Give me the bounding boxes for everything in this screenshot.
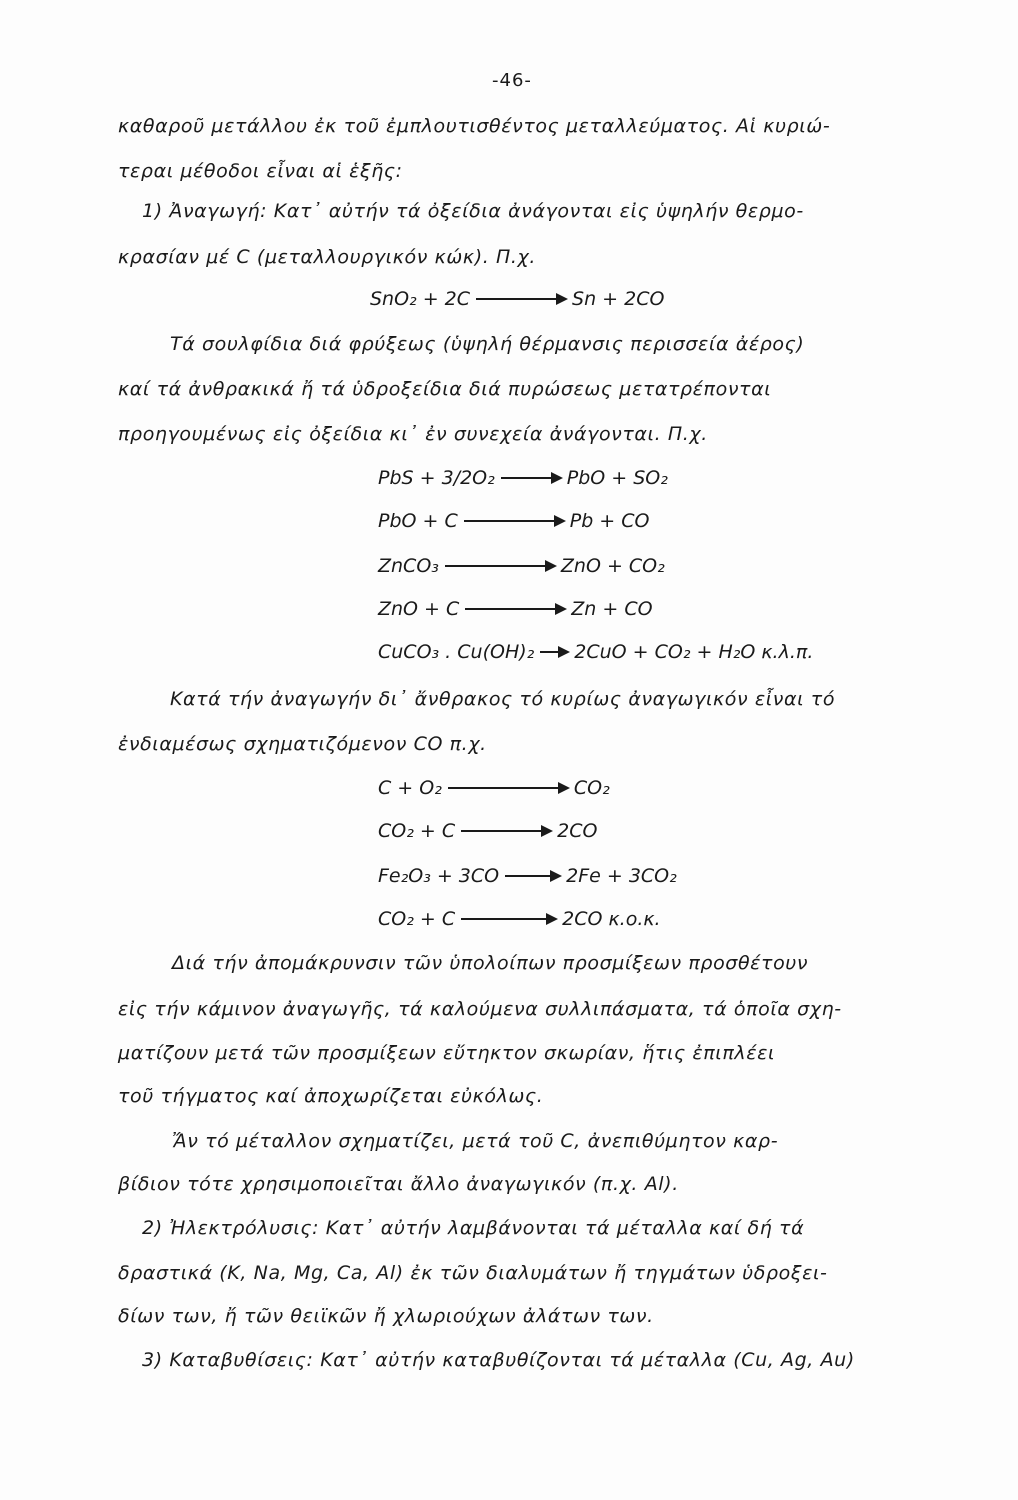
equation-9-rhs: 2Fe + 3CO₂ [566, 865, 677, 887]
equation-4-lhs: ZnCO₃ [378, 555, 439, 577]
arrow-icon [445, 565, 555, 567]
equation-9-lhs: Fe₂O₃ + 3CO [378, 865, 500, 887]
equation-2-lhs: PbS + 3/2O₂ [378, 467, 495, 489]
text-line-6: καί τά ἀνθρακικά ἤ τά ὑδροξείδια διά πυρώσεως μετατρέπονται [118, 378, 772, 400]
page-number: -46- [492, 70, 532, 91]
arrow-icon [501, 477, 561, 479]
equation-3 [378, 510, 650, 532]
text-line-4: κρασίαν μέ C (μεταλλουργικόν κώκ). Π.χ. [118, 246, 536, 268]
equation-3-rhs: Pb + CO [569, 510, 650, 532]
arrow-icon [464, 520, 564, 522]
text-line-17: δραστικά (K, Na, Mg, Ca, Al) ἐκ τῶν διαλυμάτων ἤ τηγμάτων ὑδροξει- [118, 1262, 828, 1284]
text-line-19: 3) Καταβυθίσεις: Κατ᾿ αὐτήν καταβυθίζονται τά μέταλλα (Cu, Ag, Au) [142, 1349, 855, 1371]
text-line-3: 1) Ἀναγωγή: Κατ᾿ αὐτήν τά ὀξείδια ἀνάγονται εἰς ὑψηλήν θερμο- [142, 200, 804, 222]
equation-8 [378, 820, 597, 842]
text-line-12: ματίζουν μετά τῶν προσμίξεων εὔτηκτον σκωρίαν, ἥτις ἐπιπλέει [118, 1042, 775, 1064]
text-line-13: τοῦ τήγματος καί ἀποχωρίζεται εὐκόλως. [118, 1085, 544, 1107]
text-line-7: προηγουμένως εἰς ὀξείδια κι᾿ ἐν συνεχεία ἀνάγονται. Π.χ. [118, 423, 708, 445]
equation-5 [378, 598, 653, 620]
arrow-icon [505, 875, 560, 877]
equation-8-lhs: CO₂ + C [378, 820, 456, 842]
text-line-1: καθαροῦ μετάλλου ἐκ τοῦ ἐμπλουτισθέντος μεταλλεύματος. Αἱ κυριώ- [118, 115, 831, 137]
arrow-icon [461, 918, 556, 920]
equation-10 [378, 908, 661, 930]
equation-6 [378, 641, 813, 663]
equation-5-rhs: Zn + CO [571, 598, 653, 620]
equation-7 [378, 777, 610, 799]
text-line-11: εἰς τήν κάμινον ἀναγωγῆς, τά καλούμενα συλλιπάσματα, τά ὁποῖα σχη- [118, 998, 842, 1020]
text-line-18: δίων των, ἤ τῶν θειϊκῶν ἤ χλωριούχων ἀλάτων των. [118, 1305, 654, 1327]
equation-7-rhs: CO₂ [573, 777, 610, 799]
text-line-10: Διά τήν ἀπομάκρυνσιν τῶν ὑπολοίπων προσμίξεων προσθέτουν [172, 952, 809, 974]
equation-8-rhs: 2CO [557, 820, 598, 842]
equation-7-lhs: C + O₂ [378, 777, 442, 799]
arrow-icon [476, 298, 566, 300]
equation-3-lhs: PbO + C [378, 510, 458, 532]
text-line-14: Ἄν τό μέταλλον σχηματίζει, μετά τοῦ C, ἀνεπιθύμητον καρ- [172, 1130, 779, 1152]
equation-2 [378, 467, 668, 489]
equation-1-rhs: Sn + 2CO [572, 288, 665, 310]
equation-1-lhs: SnO₂ + 2C [370, 288, 471, 310]
arrow-icon [540, 651, 568, 653]
equation-6-rhs: 2CuO + CO₂ + H₂O κ.λ.π. [574, 641, 814, 663]
equation-4-rhs: ZnO + CO₂ [560, 555, 665, 577]
text-line-9: ἐνδιαμέσως σχηματιζόμενον CO π.χ. [118, 733, 487, 755]
equation-6-lhs: CuCO₃ . Cu(OH)₂ [378, 641, 535, 663]
arrow-icon [448, 787, 568, 789]
text-line-5: Τά σουλφίδια διά φρύξεως (ὑψηλή θέρμανσις περισσεία ἀέρος) [170, 333, 805, 355]
equation-5-lhs: ZnO + C [378, 598, 460, 620]
text-line-16: 2) Ἠλεκτρόλυσις: Κατ᾿ αὐτήν λαμβάνονται τά μέταλλα καί δή τά [142, 1217, 805, 1239]
equation-10-rhs: 2CO κ.ο.κ. [562, 908, 661, 930]
equation-2-rhs: PbO + SO₂ [566, 467, 668, 489]
text-line-2: τεραι μέθοδοι εἶναι αἱ ἑξῆς: [118, 160, 403, 182]
equation-9 [378, 865, 677, 887]
equation-4 [378, 555, 665, 577]
arrow-icon [465, 608, 565, 610]
text-line-8: Κατά τήν ἀναγωγήν δι᾿ ἄνθρακος τό κυρίως ἀναγωγικόν εἶναι τό [170, 688, 836, 710]
arrow-icon [461, 830, 551, 832]
text-line-15: βίδιον τότε χρησιμοποιεῖται ἄλλο ἀναγωγικόν (π.χ. Al). [118, 1173, 679, 1195]
equation-10-lhs: CO₂ + C [378, 908, 456, 930]
equation-1 [370, 288, 664, 310]
